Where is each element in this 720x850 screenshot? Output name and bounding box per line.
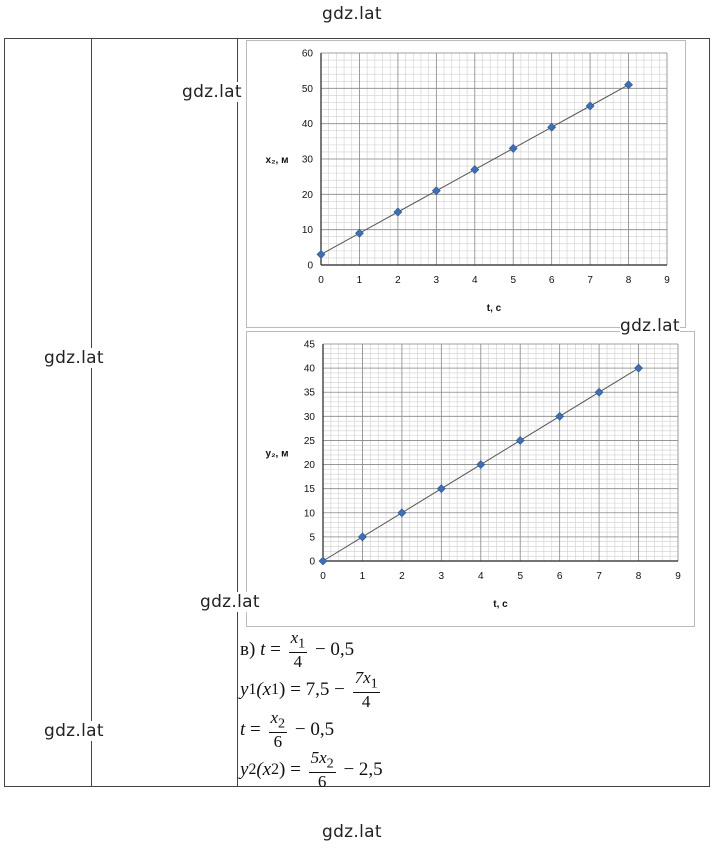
x-tick-label: 8 bbox=[635, 571, 642, 582]
x-tick-label: 7 bbox=[587, 275, 593, 286]
x-axis-title: t, c bbox=[486, 303, 502, 314]
x-tick-label: 3 bbox=[438, 571, 445, 582]
data-point bbox=[471, 166, 479, 174]
formula-tail: − 2,5 bbox=[338, 759, 383, 780]
data-point bbox=[548, 123, 556, 131]
subscript: 1 bbox=[370, 675, 378, 692]
y-axis-title: y₂, м bbox=[265, 448, 289, 460]
subscript: 1 bbox=[248, 681, 257, 698]
x-tick-label: 1 bbox=[359, 571, 366, 582]
y-tick-label: 40 bbox=[303, 363, 315, 375]
data-point bbox=[595, 388, 603, 396]
formula-y2-x2 bbox=[240, 747, 700, 792]
data-point bbox=[355, 229, 363, 237]
part-label: в) bbox=[240, 639, 261, 660]
chart-x2 bbox=[247, 41, 685, 327]
formula-arg-close: ) bbox=[279, 679, 286, 700]
y-tick-label: 30 bbox=[301, 154, 313, 166]
fraction-numerator: x bbox=[290, 627, 299, 647]
subscript: 1 bbox=[271, 681, 280, 698]
y-tick-label: 50 bbox=[301, 83, 313, 95]
subscript: 2 bbox=[326, 755, 334, 772]
formula-var: t bbox=[240, 719, 246, 740]
fraction bbox=[353, 669, 380, 711]
data-point bbox=[516, 436, 524, 444]
formula-var: t bbox=[260, 639, 266, 660]
subscript: 1 bbox=[298, 635, 306, 652]
column-divider-1 bbox=[91, 39, 92, 786]
watermark-bottom-left: gdz.lat bbox=[44, 721, 104, 741]
subscript: 2 bbox=[271, 761, 280, 778]
watermark-lower-mid: gdz.lat bbox=[200, 592, 260, 612]
formula-tail: − 0,5 bbox=[310, 639, 355, 660]
formula-eq: = bbox=[285, 759, 306, 780]
data-point bbox=[556, 412, 564, 420]
formula-eq: = 7,5 − bbox=[285, 679, 350, 700]
x-tick-label: 8 bbox=[625, 275, 632, 286]
formula-eq: = bbox=[265, 639, 286, 660]
y-tick-label: 0 bbox=[309, 556, 315, 568]
formula-arg: (x bbox=[256, 759, 272, 780]
formula-arg-close: ) bbox=[279, 759, 286, 780]
chart-y2-frame bbox=[246, 331, 695, 627]
data-point bbox=[625, 81, 633, 89]
y-tick-label: 20 bbox=[301, 189, 313, 201]
formula-var: y bbox=[240, 679, 249, 700]
data-point bbox=[394, 208, 402, 216]
formula-var: y bbox=[240, 759, 249, 780]
y-axis-title: x₂, м bbox=[265, 155, 289, 166]
x-tick-label: 2 bbox=[395, 275, 401, 286]
fraction-denominator: 6 bbox=[317, 772, 327, 792]
x-tick-label: 7 bbox=[596, 571, 602, 582]
fraction-denominator: 6 bbox=[273, 732, 283, 752]
fraction bbox=[309, 749, 336, 791]
formula-arg: (x bbox=[256, 679, 272, 700]
data-point bbox=[509, 144, 517, 152]
formula-y1-x1 bbox=[240, 667, 700, 712]
watermark-chart2: gdz.lat bbox=[620, 316, 680, 336]
data-point bbox=[432, 187, 440, 195]
y-tick-label: 60 bbox=[301, 48, 313, 60]
formula-t-x1 bbox=[240, 627, 700, 672]
watermark-bottom: gdz.lat bbox=[322, 822, 382, 842]
data-point bbox=[398, 509, 406, 517]
y-tick-label: 30 bbox=[303, 411, 315, 423]
x-tick-label: 0 bbox=[318, 275, 324, 286]
formula-block bbox=[240, 627, 700, 792]
x-tick-label: 5 bbox=[517, 571, 524, 582]
y-tick-label: 40 bbox=[301, 119, 313, 131]
chart-x2-frame bbox=[246, 40, 686, 328]
x-tick-label: 6 bbox=[548, 275, 555, 286]
x-tick-label: 6 bbox=[556, 571, 563, 582]
data-point bbox=[477, 461, 485, 469]
y-tick-label: 5 bbox=[309, 532, 315, 544]
fraction-denominator: 4 bbox=[293, 652, 303, 672]
fraction bbox=[269, 709, 288, 751]
data-point bbox=[437, 485, 445, 493]
y-tick-label: 25 bbox=[303, 435, 315, 447]
y-tick-label: 20 bbox=[303, 460, 315, 472]
y-tick-label: 0 bbox=[307, 260, 313, 272]
x-tick-label: 3 bbox=[433, 275, 440, 286]
data-point bbox=[586, 102, 594, 110]
formula-t-x2 bbox=[240, 707, 700, 752]
x-tick-label: 0 bbox=[320, 571, 326, 582]
subscript: 2 bbox=[248, 761, 257, 778]
y-tick-label: 10 bbox=[303, 508, 315, 520]
x-tick-label: 4 bbox=[471, 275, 478, 286]
x-axis-title: t, c bbox=[493, 599, 508, 610]
x-tick-label: 9 bbox=[664, 275, 670, 286]
formula-eq: = bbox=[245, 719, 266, 740]
x-tick-label: 4 bbox=[477, 571, 484, 582]
chart-y2 bbox=[247, 332, 694, 626]
fraction-numerator: 7x bbox=[354, 667, 371, 687]
fraction-denominator: 4 bbox=[361, 692, 371, 712]
formula-tail: − 0,5 bbox=[290, 719, 335, 740]
watermark-chart1: gdz.lat bbox=[182, 82, 242, 102]
x-tick-label: 1 bbox=[356, 275, 363, 286]
fraction-numerator: 5x bbox=[310, 747, 327, 767]
column-divider-2 bbox=[237, 39, 238, 786]
data-point bbox=[635, 364, 643, 372]
y-tick-label: 10 bbox=[301, 225, 313, 237]
x-tick-label: 9 bbox=[675, 571, 681, 582]
fraction-numerator: x bbox=[270, 707, 279, 727]
data-point bbox=[319, 557, 327, 565]
data-point bbox=[317, 250, 325, 258]
watermark-top: gdz.lat bbox=[322, 4, 382, 24]
subscript: 2 bbox=[278, 715, 286, 732]
y-tick-label: 45 bbox=[303, 339, 315, 351]
x-tick-label: 2 bbox=[399, 571, 405, 582]
y-tick-label: 15 bbox=[303, 484, 315, 496]
watermark-mid-left: gdz.lat bbox=[44, 348, 104, 368]
x-tick-label: 5 bbox=[510, 275, 517, 286]
fraction bbox=[289, 629, 308, 671]
data-point bbox=[358, 533, 366, 541]
y-tick-label: 35 bbox=[303, 387, 315, 399]
